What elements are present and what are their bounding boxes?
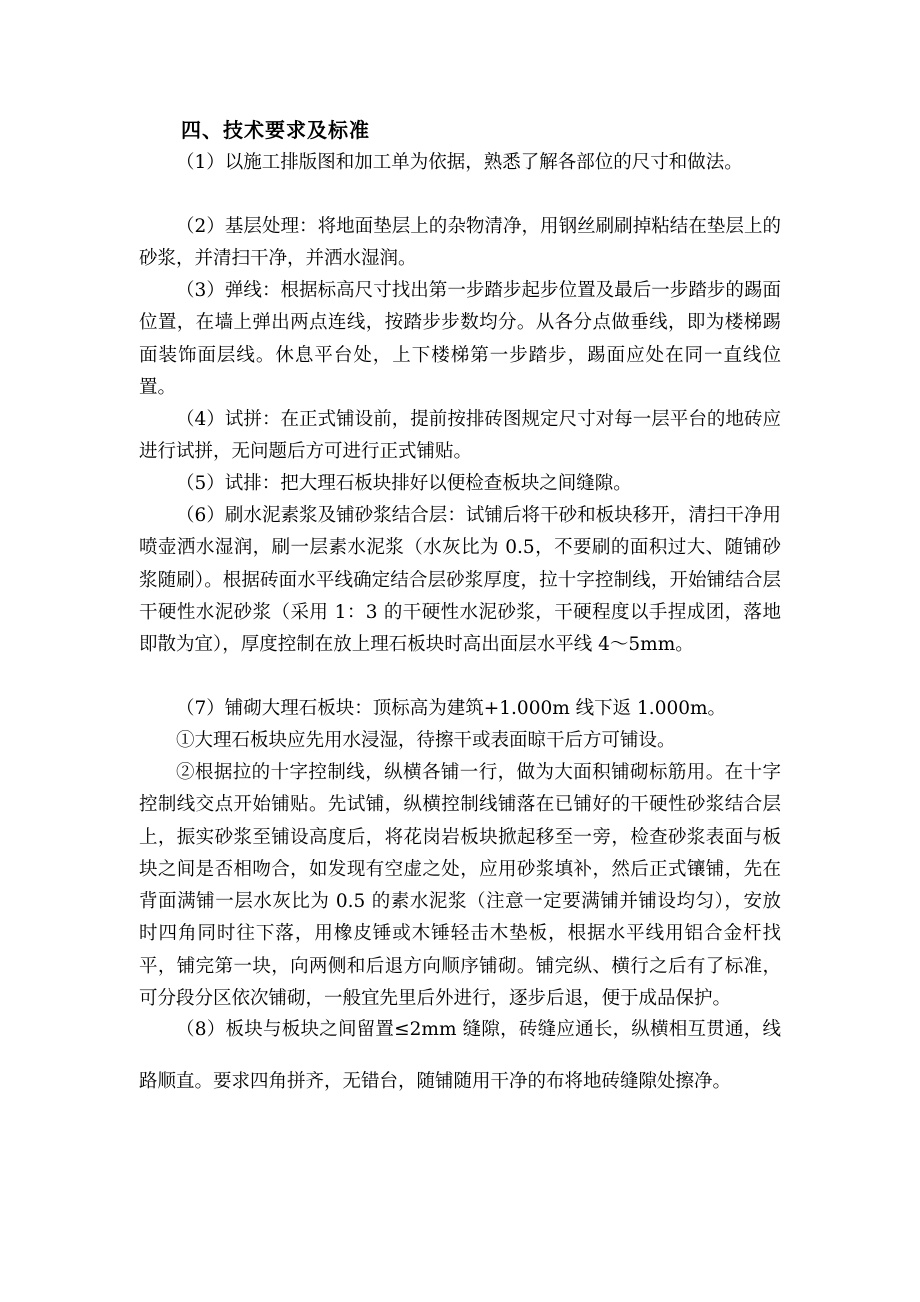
paragraph-1: （1）以施工排版图和加工单为依据，熟悉了解各部位的尺寸和做法。 [176,152,743,173]
paragraph-6: （6）刷水泥素浆及铺砂浆结合层：试铺后将干砂和板块移开，清扫干净用喷壶洒水湿润，刷一层素水泥浆（水灰比为 0.5，不要刷的面积过大、随铺砂浆随刷）。根据砖面水平线确定结合层砂浆厚度，拉十字控制线，开始铺结合层干硬性水泥砂浆（采用 1：3 的干硬性水泥砂浆，干硬程度以手捏成团，落地即散为宜），厚度控制在放上理石板块时高出面层水平线 4～5mm。 [139,505,781,656]
paragraph-7b: ②根据拉的十字控制线，纵横各铺一行，做为大面积铺砌标筋用。在十字控制线交点开始铺贴。先试铺，纵横控制线铺落在已铺好的干硬性砂浆结合层上，振实砂浆至铺设高度后，将花岗岩板块掀起移至一旁，检查砂浆表面与板块之间是否相吻合，如发现有空虚之处，应用砂浆填补，然后正式镶铺，先在背面满铺一层水灰比为 0.5 的素水泥浆（注意一定要满铺并铺设均匀），安放时四角同时往下落，用橡皮锤或木锤轻击木垫板，根据水平线用铝合金杆找平，铺完第一块，向两侧和后退方向顺序铺砌。铺完纵、横行之后有了标准，可分段分区依次铺砌，一般宜先里后外进行，逐步后退，便于成品保护。 [139,762,781,1010]
section-title: 四、技术要求及标准 [181,118,370,142]
paragraph-2: （2）基层处理：将地面垫层上的杂物清净，用钢丝刷刷掉粘结在垫层上的砂浆，并清扫干净，并洒水湿润。 [139,216,781,270]
paragraph-7: （7）铺砌大理石板块：顶标高为建筑+1.000m 线下返 1.000m。 [176,698,727,719]
paragraph-8: （8）板块与板块之间留置≤2mm 缝隙，砖缝应通长，纵横相互贯通，线路顺直。要求四角拼齐，无错台，随铺随用干净的布将地砖缝隙处擦净。 [139,1019,781,1092]
paragraph-7a: ①大理石板块应先用水浸湿，待擦干或表面晾干后方可铺设。 [176,730,676,751]
paragraph-4: （4）试拼：在正式铺设前，提前按排砖图规定尺寸对每一层平台的地砖应进行试拼，无问题后方可进行正式铺贴。 [139,409,781,463]
paragraph-3: （3）弹线：根据标高尺寸找出第一步踏步起步位置及最后一步踏步的踢面位置，在墙上弹出两点连线，按踏步步数均分。从各分点做垂线，即为楼梯踢面装饰面层线。休息平台处，上下楼梯第一步踏步，踢面应处在同一直线位置。 [139,280,781,398]
paragraph-5: （5）试排：把大理石板块排好以便检查板块之间缝隙。 [176,473,632,494]
